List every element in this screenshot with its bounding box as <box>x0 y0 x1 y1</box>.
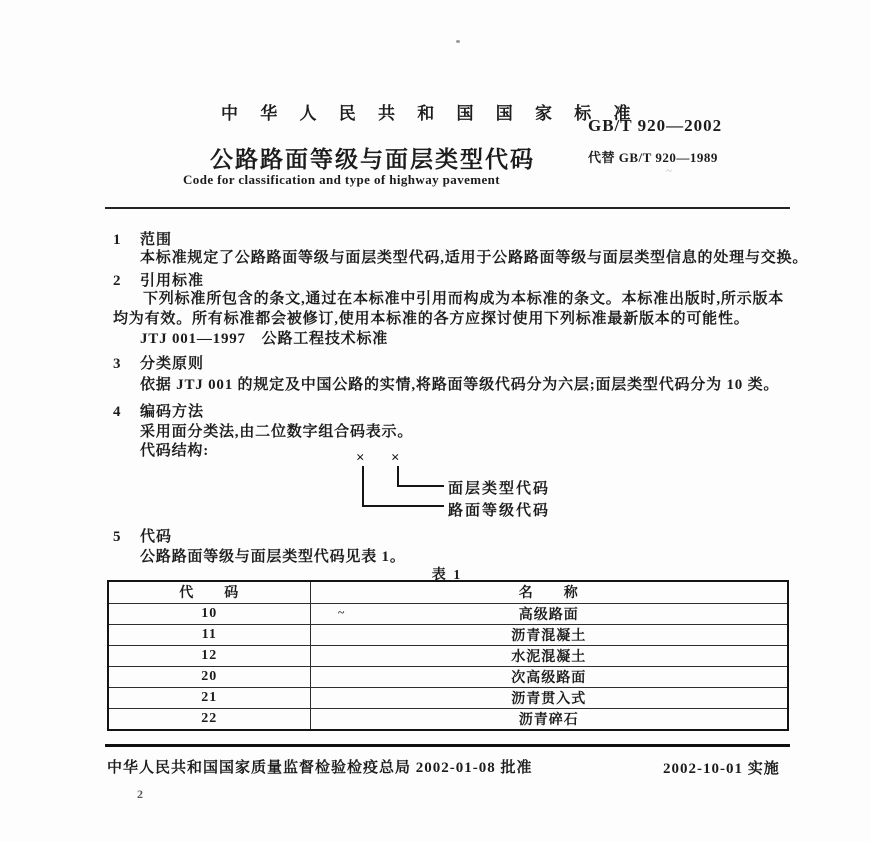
section-1-body: 本标准规定了公路路面等级与面层类型代码,适用于公路路面等级与面层类型信息的处理与交换。 <box>140 250 809 266</box>
table-header-name: 名 称 <box>310 581 788 603</box>
section-4-body2: 代码结构: <box>140 443 209 459</box>
cell-name: 次高级路面 <box>310 666 788 687</box>
cell-name: 沥青混凝土 <box>310 624 788 645</box>
page-number: 2 <box>137 787 143 801</box>
section-3-title: 分类原则 <box>140 356 205 372</box>
cell-code: 22 <box>108 708 310 730</box>
cell-name: 沥青贯入式 <box>310 687 788 708</box>
document-title-cn: 公路路面等级与面层类型代码 <box>210 147 535 172</box>
table-row <box>108 708 788 730</box>
table-row <box>108 624 788 645</box>
header-rule <box>105 207 790 209</box>
section-3-number: 3 <box>113 356 122 372</box>
cell-name: 沥青碎石 <box>310 708 788 730</box>
diagram-line-vertical-1 <box>362 466 364 507</box>
cell-code: 21 <box>108 687 310 708</box>
cell-code: 20 <box>108 666 310 687</box>
document-title-en: Code for classification and type of highway pavement <box>183 172 501 187</box>
cell-name: 水泥混凝土 <box>310 645 788 666</box>
section-4-body: 采用面分类法,由二位数字组合码表示。 <box>140 424 414 440</box>
section-2-title: 引用标准 <box>140 273 205 289</box>
section-1-title: 范围 <box>140 232 173 248</box>
section-4-number: 4 <box>113 404 122 420</box>
section-5-number: 5 <box>113 529 122 545</box>
scan-speck <box>456 40 460 43</box>
cell-code: 10 <box>108 603 310 624</box>
cell-code: 12 <box>108 645 310 666</box>
table-caption: 表 1 <box>431 568 463 583</box>
diagram-line-vertical-2 <box>397 466 399 487</box>
code-digit-x2: × <box>391 450 400 466</box>
stray-scan-mark: ~ <box>338 605 345 619</box>
replaced-standard: 代替 GB/T 920—1989 <box>588 150 718 165</box>
table-header-row <box>108 581 788 603</box>
section-3-heading <box>113 352 204 373</box>
table-row <box>108 687 788 708</box>
cell-name: 高级路面 <box>310 603 788 624</box>
diagram-line-horizontal-2 <box>397 485 444 487</box>
cell-code: 11 <box>108 624 310 645</box>
scan-artifact: ~ <box>666 165 672 177</box>
section-4-heading <box>113 400 204 421</box>
section-4-title: 编码方法 <box>140 404 205 420</box>
national-standard-label: 中 华 人 民 共 和 国 国 家 标 准 <box>221 104 640 123</box>
code-digit-x1: × <box>356 450 365 466</box>
table-row <box>108 603 788 624</box>
footer-rule <box>105 744 790 747</box>
diagram-line-horizontal-1 <box>362 505 444 507</box>
section-1-number: 1 <box>113 232 122 248</box>
section-3-body: 依据 JTJ 001 的规定及中国公路的实情,将路面等级代码分为六层;面层类型代码分为 10 类。 <box>140 377 780 393</box>
table-row <box>108 645 788 666</box>
table-row <box>108 666 788 687</box>
diagram-label-surface-type: 面层类型代码 <box>448 481 551 497</box>
section-2-heading <box>113 269 204 290</box>
section-5-heading <box>113 525 172 546</box>
table-header-code: 代 码 <box>108 581 310 603</box>
section-2-number: 2 <box>113 273 122 289</box>
section-5-body: 公路路面等级与面层类型代码见表 1。 <box>140 549 406 565</box>
standard-number: GB/T 920—2002 <box>588 116 723 135</box>
footer-approval: 中华人民共和国国家质量监督检验检疫总局 2002-01-08 批准 <box>107 760 533 776</box>
section-1-heading <box>113 228 172 249</box>
code-table <box>107 580 789 731</box>
section-2-body: 下列标准所包含的条文,通过在本标准中引用而构成为本标准的条文。本标准出版时,所示版本均为有效。所有标准都会被修订,使用本标准的各方应探讨使用下列标准最新版本的可能性。 <box>113 291 785 327</box>
diagram-label-pavement-grade: 路面等级代码 <box>448 503 551 519</box>
section-2-reference: JTJ 001—1997 公路工程技术标准 <box>140 331 389 347</box>
footer-implementation: 2002-10-01 实施 <box>663 761 780 777</box>
section-5-title: 代码 <box>140 529 173 545</box>
